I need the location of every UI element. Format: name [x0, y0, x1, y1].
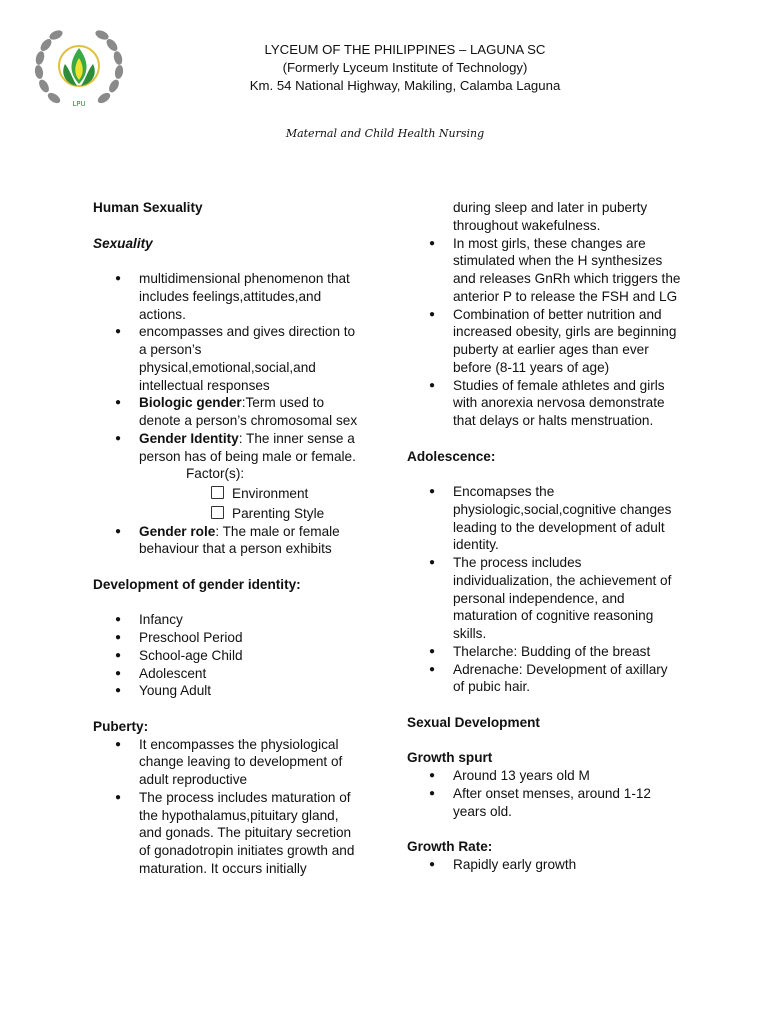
checkbox-icon[interactable] — [211, 506, 224, 519]
list-item: ● The process includes individualization, the achievement of personal independence, and maturation of cognitive reasoning skills. — [407, 554, 682, 643]
sexuality-heading: Sexuality — [93, 235, 153, 251]
definition: : The male or female behaviour that a person exhibits — [139, 523, 340, 557]
flame-emblem-icon — [59, 46, 99, 86]
list-item: ● multidimensional phenomenon that includes feelings,attitudes,and actions. — [93, 270, 363, 323]
list-item: ● Adrenache: Development of axillary of pubic hair. — [407, 661, 682, 697]
continuation-text: during sleep and later in puberty throughout wakefulness. — [453, 200, 648, 233]
list-item: ● Encomapses the physiologic,social,cognitive changes leading to the development of adult identity. — [407, 483, 682, 554]
list-item — [93, 430, 363, 466]
stages-list — [93, 611, 363, 700]
checkbox-icon[interactable] — [211, 486, 224, 499]
list-item: ● The process includes maturation of the hypothalamus,pituitary gland, and gonads. The pituitary secretion of gonadotropin initiates growth and maturation. It occurs initially — [93, 789, 363, 878]
list-item: ● Adolescent — [93, 665, 363, 683]
document-header — [200, 41, 610, 95]
growth-spurt-list — [407, 767, 682, 820]
list-item: ● In most girls, these changes are stimulated when the H synthesizes and releases GnRh which triggers the anterior P to release the FSH and LG — [407, 235, 682, 306]
gender-role-list — [93, 523, 363, 559]
checklist-label: Parenting Style — [232, 505, 325, 521]
institution-former-name: (Formerly Lyceum Institute of Technology) — [282, 60, 528, 75]
institution-name: LYCEUM OF THE PHILIPPINES – LAGUNA SC — [264, 42, 546, 57]
term: Biologic gender — [139, 395, 242, 411]
factor-label: Factor(s): — [186, 466, 245, 482]
term: Gender role — [139, 523, 216, 539]
list-item: ● Thelarche: Budding of the breast — [407, 643, 682, 661]
growth-rate-list — [407, 856, 682, 874]
puberty-list — [93, 736, 363, 878]
list-item: ● Studies of female athletes and girls with anorexia nervosa demonstrate that delays or halts menstruation. — [407, 377, 682, 430]
growth-rate-heading: Growth Rate: — [407, 839, 493, 854]
right-column — [407, 199, 682, 874]
section-title: Human Sexuality — [93, 200, 203, 215]
list-item: ● Around 13 years old M — [407, 767, 682, 785]
growth-spurt-heading: Growth spurt — [407, 750, 493, 766]
list-item: ● Preschool Period — [93, 629, 363, 647]
list-item: ● Infancy — [93, 611, 363, 629]
definition: : The inner sense a person has of being male or female. — [139, 430, 356, 464]
adolescence-list — [407, 483, 682, 696]
checklist-label: Environment — [232, 486, 309, 501]
institution-address: Km. 54 National Highway, Makiling, Calamba Laguna — [249, 78, 561, 93]
list-item: ● After onset menses, around 1-12 years old. — [407, 785, 682, 821]
logo-text: LPU — [72, 100, 86, 108]
list-item — [93, 523, 363, 559]
checklist-item — [93, 485, 363, 503]
list-item: ● It encompasses the physiological change leaving to development of adult reproductive — [93, 736, 363, 789]
puberty-heading: Puberty: — [93, 718, 149, 734]
sexual-development-heading: Sexual Development — [407, 714, 540, 730]
school-logo — [30, 24, 128, 112]
puberty-continued-list — [407, 235, 682, 430]
list-item: ● Young Adult — [93, 682, 363, 700]
list-item: ● Rapidly early growth — [407, 856, 682, 874]
list-item: ● Combination of better nutrition and increased obesity, girls are beginning puberty at earlier ages than ever before (8-11 years of age) — [407, 306, 682, 377]
definition: :Term used to denote a person’s chromosomal sex — [139, 395, 358, 428]
checklist-item — [93, 505, 363, 523]
list-item: ● School-age Child — [93, 647, 363, 665]
development-heading: Development of gender identity: — [93, 576, 301, 592]
left-column — [93, 199, 363, 878]
course-title: Maternal and Child Health Nursing — [285, 127, 485, 140]
adolescence-heading: Adolescence: — [407, 448, 496, 464]
term: Gender Identity — [139, 430, 239, 446]
list-item: ● encompasses and gives direction to a person’s physical,emotional,social,and intellectual responses — [93, 323, 363, 394]
list-item — [93, 394, 363, 430]
sexuality-list — [93, 270, 363, 465]
